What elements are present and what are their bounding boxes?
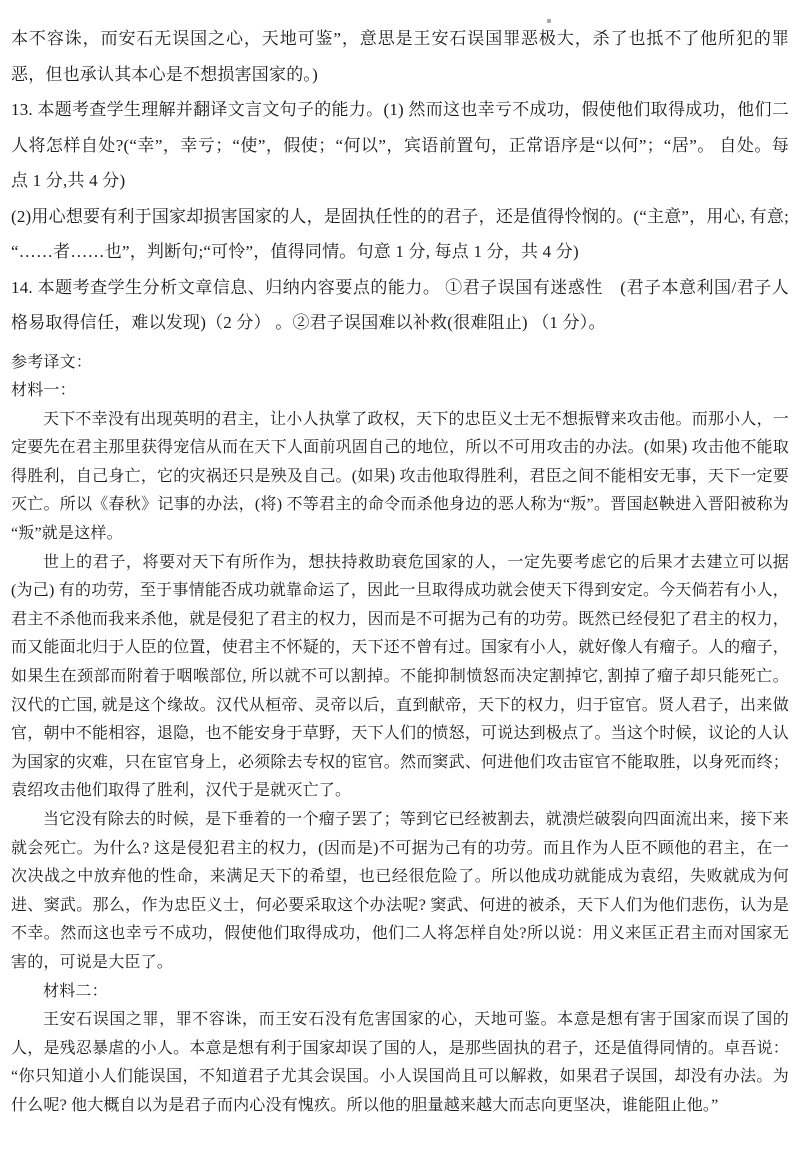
material-two-paragraph-1: 王安石误国之罪，罪不容诛，而王安石没有危害国家的心，天地可鉴。本意是想有害于国家而误了国的人，是残忍暴虐的小人。本意是想有利于国家却误了国的人，是那些固执的君子，还是值得同情的。卓吾说：“你只知道小人们能误国，不知道君子尤其会误国。小人误国尚且可以解救，如果君子误国，却没有办法。为什么呢? 他大概自以为是君子而内心没有愧疚。所以他的胆量越来越大而志向更坚决，谁能阻止他。” <box>11 1011 789 1114</box>
question-14-answer: 14. 本题考查学生分析文章信息、归纳内容要点的能力。 ①君子误国有迷惑性 (君子本意利国/君子人格易取得信任，难以发现)（2 分） 。②君子误国难以补救(很难阻止) （1 分）。 <box>11 277 789 332</box>
material-one-heading: 材料一： <box>11 382 76 400</box>
answer-key-section <box>11 21 789 341</box>
answer-continued-paragraph: 本不容诛，而安石无误国之心，天地可鉴”，意思是王安石误国罪恶极大，杀了也抵不了他所犯的罪恶，但也承认其本心是不想损害国家的。) <box>11 29 789 84</box>
translation-heading: 参考译文： <box>11 353 93 371</box>
reference-translation-section <box>11 349 789 1121</box>
material-two-heading: 材料二： <box>43 982 108 1000</box>
material-one-paragraph-3: 当它没有除去的时候，是下垂着的一个瘤子罢了；等到它已经被割去，就溃烂破裂向四面流出来，接下来就会死亡。为什么? 这是侵犯君主的权力，(因而是)不可据为己有的功劳。而且作为人臣不顾他的君主，在一次决战之中放弃他的性命，来满足天下的希望，也已经很危险了。所以他成功就能成为袁绍，失败就成为何进、窦武。那么，作为忠臣义士，何必要采取这个办法呢? 窦武、何进的被杀，天下人们为他们悲伤，认为是不幸。然而这也幸亏不成功，假使他们取得成功，他们二人将怎样自处?所以说：用义来匡正君主而对国家无害的，可说是大臣了。 <box>11 811 789 971</box>
material-one-paragraph-1: 天下不幸没有出现英明的君主，让小人执掌了政权，天下的忠臣义士无不想振臂来攻击他。而那小人，一定要先在君主那里获得宠信从而在天下人面前巩固自己的地位，所以不可用攻击的办法。(如果) 攻击他不能取得胜利，自己身亡，它的灾祸还只是殃及自己。(如果) 攻击他取得胜利，君臣之间不能相安无事，天下一定要灭亡。所以《春秋》记事的办法，(将) 不等君主的命令而杀他身边的恶人称为“叛”。晋国赵鞅进入晋阳被称为“叛”就是这样。 <box>11 410 789 543</box>
question-13-answer: 13. 本题考查学生理解并翻译文言文句子的能力。(1) 然而这也幸亏不成功，假使他们取得成功，他们二人将怎样自处?(“幸”，幸亏；“使”，假使；“何以”，宾语前置句，正常语序是“以何”；“居”。 自处。每点 1 分,共 4 分) <box>11 100 789 190</box>
scan-artifact-dot <box>547 19 551 23</box>
question-13-part2-answer: (2)用心想要有利于国家却损害国家的人，是固执任性的的君子，还是值得怜悯的。(“主意”，用心, 有意;“……者……也”，判断句;“可怜”，值得同情。句意 1 分, 每点 1 分，共 4 分) <box>11 206 789 261</box>
material-one-paragraph-2: 世上的君子，将要对天下有所作为，想扶持救助衰危国家的人，一定先要考虑它的后果才去建立可以据(为己) 有的功劳，至于事情能否成功就靠命运了，因此一旦取得成功就会使天下得到安定。今天倘若有小人，君主不杀他而我来杀他，就是侵犯了君主的权力，因而是不可据为己有的功劳。既然已经侵犯了君主的权力，而又能面北归于人臣的位置，使君主不怀疑的，天下还不曾有过。国家有小人，就好像人有瘤子。人的瘤子，如果生在颈部而附着于咽喉部位, 所以就不可以割掉。不能抑制愤怒而决定割掉它, 割掉了瘤子却只能死亡。汉代的亡国, 就是这个缘故。汉代从桓帝、灵帝以后，直到献帝，天下的权力，归于宦官。贤人君子，出来做官，朝中不能相容，退隐，也不能安身于草野，天下人们的愤怒，可说达到极点了。当这个时候，议论的人认为国家的灾难，只在宦官身上，必须除去专权的宦官。然而窦武、何进他们攻击宦官不能取胜，以身死而终； 袁绍攻击他们取得了胜利，汉代于是就灭亡了。 <box>11 553 789 800</box>
